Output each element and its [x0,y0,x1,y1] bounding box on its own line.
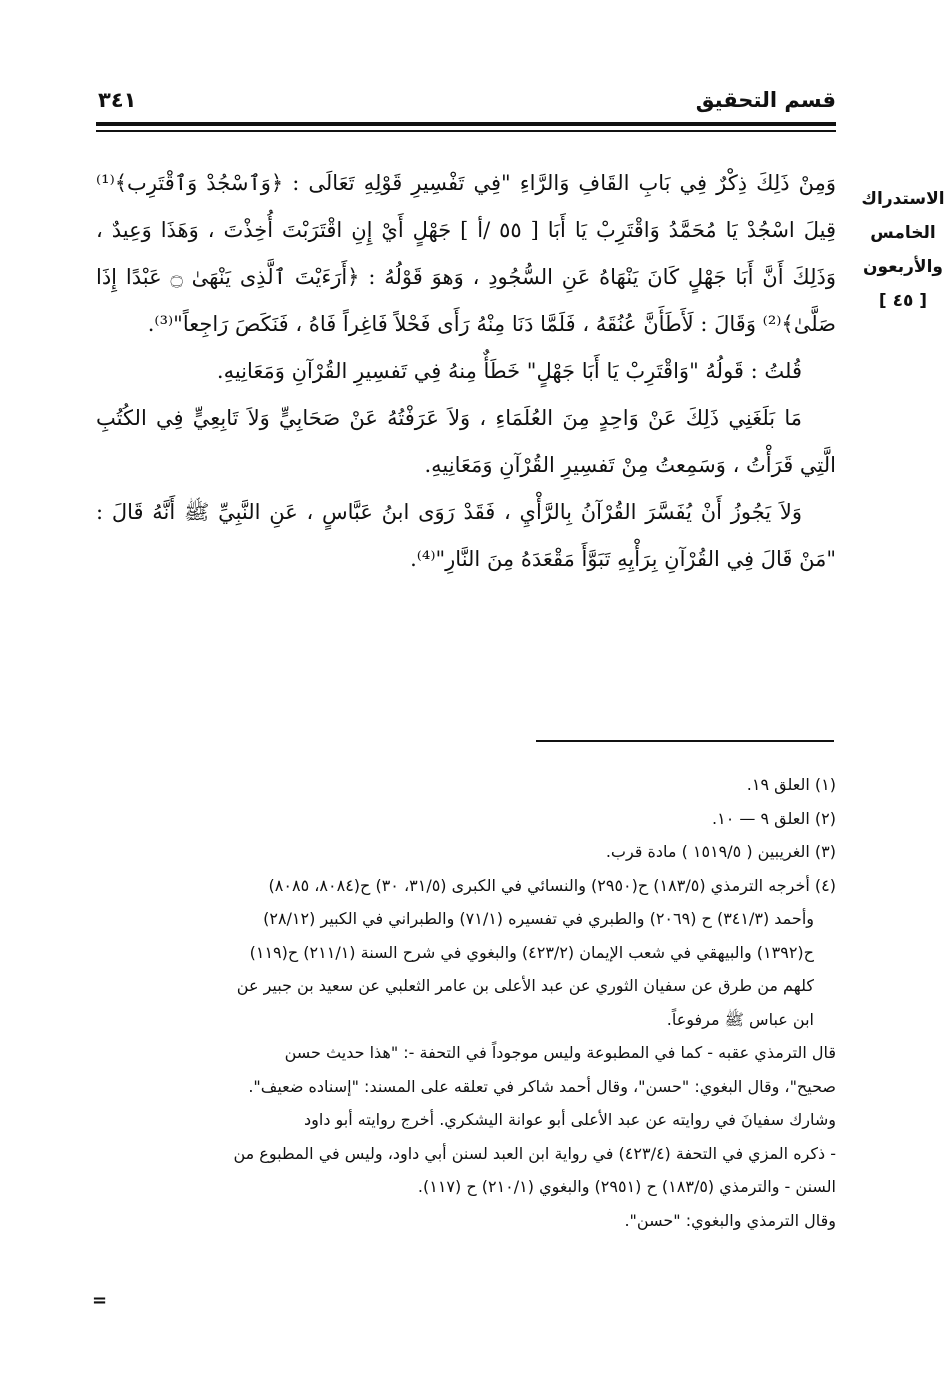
footnote-4-line: السنن - والترمذي (١٨٣/٥) ح (٢٩٥١) والبغوي (٢١٠/١) ح (١١٧). [417,1177,836,1196]
paragraph-2: قُلتُ : قَولُهُ "وَاقْتَرِبْ يَا أَبَا جَهْلٍ" خَطَأٌ مِنهُ فِي تَفسِيرِ القُرْآنِ وَمَعَانِيهِ. [216,359,802,383]
footnote-4-line: وشارك سفيانَ في روايته عن عبد الأعلى أبو عوانة اليشكري. أخرج روايته أبو داود [304,1110,836,1129]
footnote-4-line: (٤) أخرجه الترمذي (١٨٣/٥) ح(٢٩٥٠) والنسائي في الكبرى (٣١/٥، ٣٠) ح(٨٠٨٤، ٨٠٨٥) [268,875,836,895]
margin-note-line: والأربعون [863,257,943,277]
continuation-mark: = [92,1290,108,1311]
paragraph-4: وَلاَ يَجُوزُ أَنْ يُفَسَّرَ القُرْآنُ بِالرَّأْيِ ، فَقَدْ رَوَى ابنُ عَبَّاسٍ ، عَنِ النَّبِيِّ ﷺ أَنَّهُ قَالَ : "مَنْ قَالَ فِي القُرْآنِ بِرَأْيِهِ تَبَوَّأَ مَقْعَدَهُ مِنَ النَّارِ"⁽⁴⁾. [96,500,836,571]
page-number: ٣٤١ [98,88,137,112]
footnote-4-line: صحيح"، وقال البغوي: "حسن"، وقال أحمد شاكر في تعلقه على المسند: "إسناده ضعيف". [248,1076,836,1096]
footnote-4-line: ابن عباس ﷺ مرفوعاً. [666,1009,814,1029]
footnotes [96,768,836,1237]
margin-note-line: الخامس [870,223,936,243]
footnote-4-line: - ذكره المزي في التحفة (٤٢٣/٤) في رواية ابن العبد لسنن أبي داود، وليس في المطبوع من [233,1143,836,1163]
paragraph-3: مَا بَلَغَنِي ذَلِكَ عَنْ وَاحِدٍ مِنَ العُلَمَاءِ ، وَلاَ عَرَفْتُهُ عَنْ صَحَابِيٍّ وَلاَ تَابِعِيٍّ فِي الكُتُبِ الَّتِي قَرَأْتُ ، وَسَمِعتُ مِنْ تَفسِيرِ القُرْآنِ وَمَعَانِيهِ. [96,406,836,477]
header-rule-thin [96,130,836,132]
page-header-title: قسم التحقيق [695,88,836,112]
margin-note-line: [ ٤٥ ] [878,291,928,311]
footnote-3: (٣) الغريبين ( ١٥١٩/٥ ) مادة قرب. [605,842,836,861]
footnote-4-line: قال الترمذي عقبه - كما في المطبوعة وليس موجوداً في التحفة -: "هذا حديث حسن [284,1043,836,1062]
header-rule-thick [96,122,836,126]
footnote-4-line: كلهم من طرق عن سفيان الثوري عن عبد الأعلى بن عامر الثعلبي عن سعيد بن جبير عن [236,976,814,995]
footnote-4-line: وقال الترمذي والبغوي: "حسن". [624,1210,836,1230]
footnote-2: (٢) العلق ٩ — ١٠. [712,808,836,828]
margin-note [860,182,946,318]
footnote-separator [536,740,834,742]
footnote-1: (١) العلق ١٩. [746,775,836,794]
footnote-4-line: ح(١٣٩٢) والبيهقي في شعب الإيمان (٤٢٣/٢) والبغوي في شرح السنة (٢١١/١) ح(١١٩) [249,942,814,962]
main-text [96,160,836,583]
paragraph-1: وَمِنْ ذَلِكَ ذِكْرٌ فِي بَابِ القَافِ وَالرَّاءِ "فِي تَفْسِيرِ قَوْلِهِ تَعَالَى : ﴿وَٱسْجُدْ وَٱقْتَرِب﴾⁽¹⁾ قِيلَ اسْجُدْ يَا مُحَمَّدُ وَاقْتَرِبْ يَا أَبَا [ ٥٥ /أ ] جَهْلٍ أَيْ إِنِ اقْتَرَبْتَ أُخِذْتَ ، وَهَذَا وَعِيدٌ ، وَذَلِكَ أَنَّ أَبَا جَهْلٍ كَانَ يَنْهَاهُ عَنِ السُّجُودِ ، وَهوَ قَوْلُهُ : ﴿أَرَءَيْتَ ٱلَّذِى يَنْهَىٰ ۝ عَبْدًا إِذَا صَلَّىٰ﴾⁽²⁾ وَقَالَ : لَأَطَأَنَّ عُنُقَهُ ، فَلَمَّا دَنَا مِنْهُ رَأَى فَحْلاً فَاغِراً فَاهُ ، فَنَكَصَ رَاجِعاً"⁽³⁾. [96,171,836,336]
footnote-4-line: وأحمد (٣٤١/٣) ح (٢٠٦٩) والطبري في تفسيره (٧١/١) والطبراني في الكبير (٢٨/١٢) [263,909,814,928]
margin-note-line: الاستدراك [861,189,945,209]
